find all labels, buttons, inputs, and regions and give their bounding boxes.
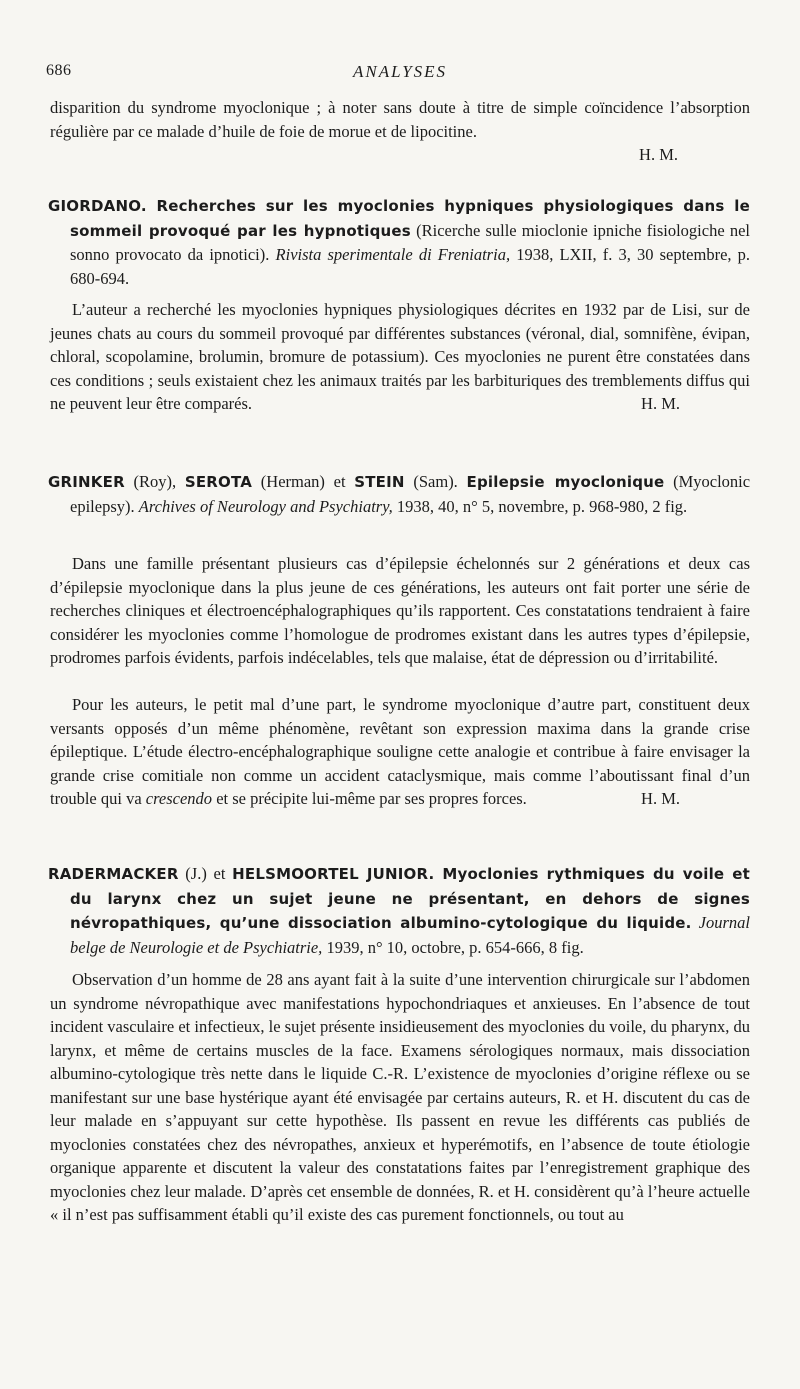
review-title: Recherches sur les myoclonies hypniques physiologiques dans le sommeil provoqué par les hypnotiques xyxy=(70,197,750,240)
signature: H. M. xyxy=(639,145,678,164)
author-given-name: (Roy), xyxy=(133,472,177,491)
review-reference: GIORDANO. Recherches sur les myoclonies hypniques physiologiques dans le sommeil provoqué par les hypnotiques (Ricerche sulle mioclonie ipniche fisiologiche nel sonno provocato da ipnotici). Rivista sperimentale di Freniatria, 1938, LXII, f. 3, 30 septembre, p. 680-694. xyxy=(48,197,751,288)
signature: H. M. xyxy=(641,789,680,808)
review-title: Myoclonies rythmiques du voile et du larynx chez un sujet jeune ne présentant, en dehors de signes névropathiques, qu’une dissociation albumino-cytologique du liquide. xyxy=(70,865,751,932)
journal-name: Rivista sperimentale di Freniatria, xyxy=(275,245,511,264)
review-body xyxy=(50,298,750,416)
original-title: (Myoclonic epilepsy). xyxy=(70,472,751,516)
running-head xyxy=(46,62,754,86)
citation: 1938, 40, n° 5, novembre, p. 968-980, 2 fig. xyxy=(396,496,688,516)
author-name: STEIN xyxy=(354,473,405,491)
author-given-name: (J.) et xyxy=(185,864,226,883)
author-given-name: (Herman) et xyxy=(260,472,346,491)
author-given-name: (Sam). xyxy=(413,472,458,491)
running-title: ANALYSES xyxy=(352,62,448,81)
author-name: SEROTA xyxy=(184,473,253,491)
citation: 1938, LXII, f. 3, 30 septembre, p. 680-694. xyxy=(70,245,751,288)
continuation-text: disparition du syndrome myoclonique ; à noter sans doute à titre de simple coïncidence l’absorption régulière par ce malade d’huile de foie de morue et de lipocitine. xyxy=(50,98,750,141)
signature: H. M. xyxy=(641,394,680,413)
journal-name: Archives of Neurology and Psychiatry, xyxy=(138,496,393,516)
citation: 1939, n° 10, octobre, p. 654-666, 8 fig. xyxy=(326,937,584,957)
review-body xyxy=(50,968,750,1227)
review-paragraph: L’auteur a recherché les myoclonies hypniques physiologiques décrites en 1932 par de Lisi, sur de jeunes chats au cours du sommeil provoqué par différentes substances (véronal, dial, somnifène, évipan, chloral, scopolamine, brolumin, bromure de potassium). Ces myoclonies ne purent être constatées dans ces conditions ; seuls existaient chez les animaux traités par les barbituriques des tremblements diffus qui ne peuvent leur être comparés. xyxy=(50,300,750,413)
review-reference xyxy=(48,470,750,518)
review-reference: RADERMACKER (J.) et HELSMOORTEL JUNIOR. Myoclonies rythmiques du voile et du larynx chez un sujet jeune ne présentant, en dehors de signes névropathiques, qu’une dissociation albumino-cytologique du liquide. Journal belge de Neurologie et de Psychiatrie, 1939, n° 10, octobre, p. 654-666, 8 fig. xyxy=(48,864,751,957)
author-name: GIORDANO xyxy=(48,197,141,215)
continuation-paragraph xyxy=(50,96,750,167)
author-name: RADERMACKER xyxy=(48,865,179,883)
review-paragraph: Observation d’un homme de 28 ans ayant fait à la suite d’une intervention chirurgicale sur l’abdomen un syndrome névropathique avec manifestations hypochondriaques et anxieuses. En l’absence de tout incident vasculaire et infectieux, le sujet présente insidieusement des myoclonies du voile, du pharynx, du larynx, et même de certains muscles de la face. Examens sérologiques normaux, mais dissociation albumino-cytologique très nette dans le liquide C.-R. L’existence de myoclonies d’origine réflexe ou se manifestant sur une base hystérique ayant été envisagée par certains auteurs, R. et H. discutent du cas de leur malade en s’appuyant sur cette hypothèse. Ils passent en revue les différents cas publiés de myoclonies constatées chez des névropathes, anxieux et hyperémotifs, en l’absence de toute étiologie organique apparente et discutent la valeur des constatations faites par l’enregistrement graphique des myoclonies chez leur malade. D’après cet ensemble de données, R. et H. considèrent qu’à l’heure actuelle « il n’est pas suffisamment établi qu’il existe des cas purement fonctionnels, ou tout au xyxy=(50,970,750,1224)
review-body xyxy=(50,693,750,811)
review-title: Epilepsie myoclonique xyxy=(466,473,665,491)
review-body xyxy=(50,552,750,670)
author-name: GRINKER xyxy=(48,473,125,491)
review-paragraph-end: et se précipite lui-même par ses propres forces. xyxy=(216,789,527,808)
page-number: 686 xyxy=(46,62,72,79)
original-title: (Ricerche sulle mioclonie ipniche fisiologiche nel sonno provocato da ipnotici). xyxy=(70,220,750,264)
review-paragraph: Pour les auteurs, le petit mal d’une part, le syndrome myoclonique d’autre part, constituent deux versants opposés d’un même phénomène, revêtant son expression maxima dans la grande crise épileptique. L’étude électro-encéphalographique souligne cette analogie et contribue à faire envisager la grande crise comitiale non comme un accident cataclysmique, mais comme l’aboutissant final d’un trouble qui va xyxy=(50,695,750,808)
emphasis: crescendo xyxy=(145,789,213,808)
review-paragraph: Dans une famille présentant plusieurs cas d’épilepsie échelonnés sur 2 générations et deux cas d’épilepsie myoclonique dans la plus jeune de ces générations, les auteurs ont fait porter une série de recherches cliniques et électroencéphalographiques qu’ils rapportent. Ces constatations tendraient à faire considérer les myoclonies comme l’homologue de prodromes existant dans les autres types d’épilepsie, prodromes parfois évidents, parfois indécelables, tels que malaise, état de dépression ou d’irritabilité. xyxy=(50,554,750,667)
author-name: HELSMOORTEL JUNIOR xyxy=(232,865,429,883)
journal-name: Journal belge de Neurologie et de Psychiatrie, xyxy=(70,913,750,957)
